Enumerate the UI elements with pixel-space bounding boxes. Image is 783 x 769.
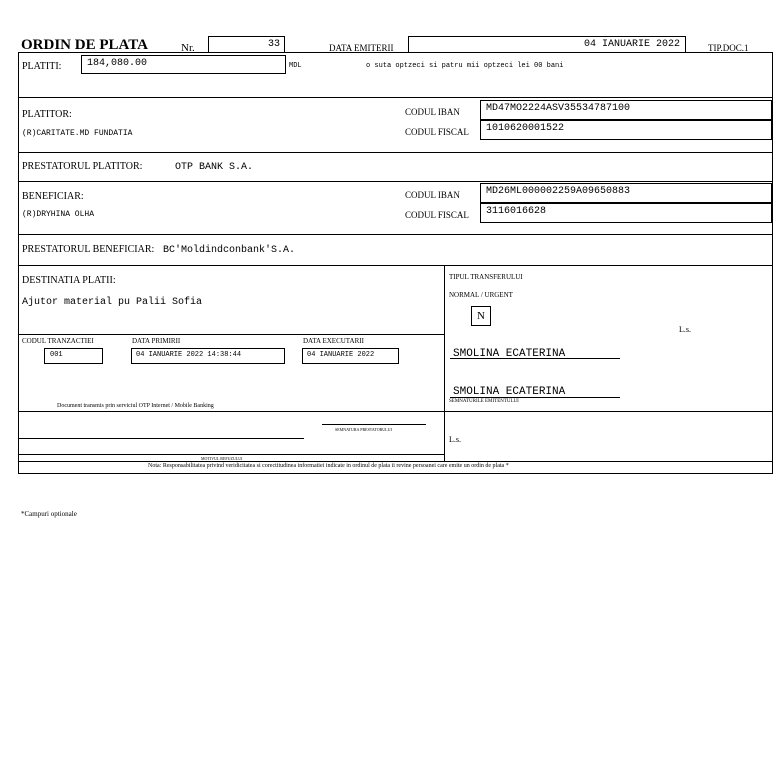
channel-note: Document transmis prin serviciul OTP Internet / Mobile Banking	[57, 403, 214, 409]
payer-label: PLATITOR:	[22, 109, 72, 120]
transaction-code-label: CODUL TRANZACTIEI	[22, 337, 94, 345]
beneficiary-provider-label: PRESTATORUL BENEFICIAR:	[22, 244, 155, 255]
transaction-code-value: 001	[50, 351, 63, 359]
beneficiary-iban-field	[480, 183, 772, 203]
beneficiary-fiscal-field	[480, 203, 772, 223]
seal-placeholder-1: L.s.	[679, 325, 691, 334]
executed-date-value: 04 IANUARIE 2022	[307, 351, 375, 359]
responsibility-note: Nota: Responsabilitatea privind veridicitatea si corectitudinea informatiei indicate in ordinul de plata ii revine persoanei care emite un ordin de plata *	[148, 463, 509, 469]
payer-fiscal-field	[480, 120, 772, 140]
issue-date-label: DATA EMITERII	[329, 43, 394, 53]
beneficiary-iban-label: CODUL IBAN	[405, 190, 460, 200]
transfer-mode-field	[471, 306, 491, 326]
signer-1-name: SMOLINA ECATERINA	[453, 348, 566, 360]
transfer-type-label: TIPUL TRANSFERULUI	[449, 273, 523, 281]
received-date-label: DATA PRIMIRII	[132, 337, 181, 345]
amount-field	[81, 55, 286, 74]
received-date-value: 04 IANUARIE 2022 14:38:44	[136, 351, 242, 359]
payer-provider-value: OTP BANK S.A.	[175, 162, 254, 173]
payer-fiscal-value: 1010620001522	[486, 123, 565, 134]
payer-iban-value: MD47MO2224ASV35534787100	[486, 103, 631, 114]
nr-field	[208, 36, 285, 53]
executed-date-field	[302, 348, 399, 364]
purpose-value: Ajutor material pu Palii Sofia	[22, 297, 203, 308]
issuer-signatures-label: SEMNATURILE EMITENTULUI	[449, 399, 519, 404]
payer-name: (R)CARITATE.MD FUNDATIA	[22, 129, 133, 138]
payer-fiscal-label: CODUL FISCAL	[405, 127, 469, 137]
seal-placeholder-2: L.s.	[449, 435, 461, 444]
amount-label: PLATITI:	[22, 61, 62, 72]
payer-provider-label: PRESTATORUL PLATITOR:	[22, 161, 143, 172]
issue-date-value: 04 IANUARIE 2022	[583, 39, 680, 50]
beneficiary-label: BENEFICIAR:	[22, 191, 84, 202]
optional-fields-note: *Campuri optionale	[21, 510, 77, 518]
purpose-label: DESTINATIA PLATII:	[22, 275, 116, 286]
beneficiary-iban-value: MD26ML000002259A09650883	[486, 186, 631, 197]
doc-type-label: TIP.DOC.1	[708, 43, 749, 53]
transfer-mode-value: N	[477, 310, 485, 322]
beneficiary-name: (R)DRYHINA OLHA	[22, 210, 95, 219]
beneficiary-fiscal-value: 3116016628	[486, 206, 547, 217]
signer-2-name: SMOLINA ECATERINA	[453, 386, 566, 398]
received-date-field	[131, 348, 285, 364]
issue-date-field	[408, 36, 686, 53]
nr-value: 33	[267, 39, 280, 50]
nr-label: Nr.	[181, 42, 195, 54]
currency-value: MDL	[289, 62, 302, 70]
beneficiary-provider-value: BC'Moldindconbank'S.A.	[163, 245, 296, 256]
amount-in-words: o suta optzeci si patru mii optzeci lei 00 bani	[366, 62, 564, 70]
transfer-mode-label: NORMAL / URGENT	[449, 291, 513, 299]
document-title: ORDIN DE PLATA	[21, 37, 148, 53]
payer-iban-field	[480, 100, 772, 120]
amount-value: 184,080.00	[87, 58, 148, 69]
beneficiary-fiscal-label: CODUL FISCAL	[405, 210, 469, 220]
executed-date-label: DATA EXECUTARII	[303, 337, 364, 345]
provider-signature-label: SEMNATURA PRESTATORULUI	[335, 427, 392, 432]
transaction-code-field	[44, 348, 103, 364]
payer-iban-label: CODUL IBAN	[405, 107, 460, 117]
refusal-reason-label: MOTIVUL REFUZULUI	[201, 456, 243, 461]
